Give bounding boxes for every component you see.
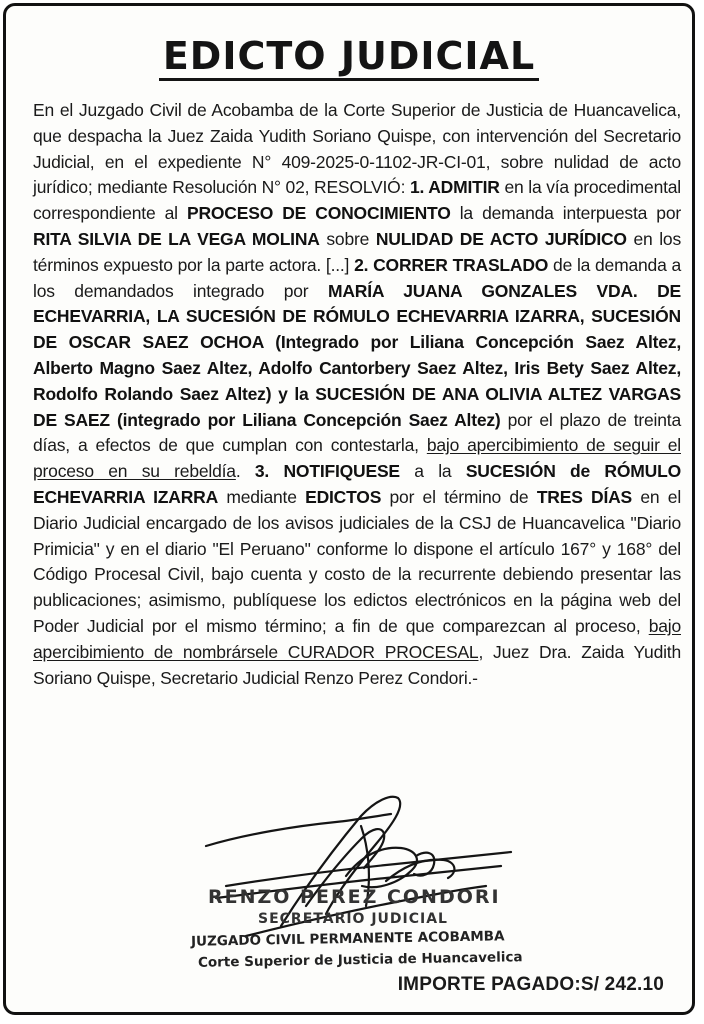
edict-frame xyxy=(3,3,695,1015)
bold-run: SUCESIÓN de RÓMULO ECHEVARRIA IZARRA xyxy=(33,461,682,507)
edict-body-text xyxy=(33,98,681,691)
text-run: de la demanda a los demandados integrado por xyxy=(33,254,681,301)
stamp-corte: Corte Superior de Justicia de Huancavelica xyxy=(197,949,523,971)
edict-title xyxy=(6,34,692,81)
stamp-court: JUZGADO CIVIL PERMANENTE ACOBAMBA xyxy=(190,928,505,950)
text-run: . xyxy=(235,461,255,482)
text-run: En el Juzgado Civil de Acobamba de la Corte Superior de Justicia de Huancavelica, que despacha la Juez Zaida Yudith Soriano Quispe, con intervención del Secretario Judicial, en el expediente N° 409-2025-0-1102-JR-CI-01, sobre nulidad de acto jurídico; mediante Resolución N° 02, RESOLVIÓ: xyxy=(33,100,681,198)
text-run: por el término de xyxy=(381,486,537,507)
stamp-role: SECRETARIO JUDICIAL xyxy=(258,911,448,927)
text-run: en el Diario Judicial encargado de los avisos judiciales de la CSJ de Huancavelica "Diario Primicia" y en el diario "El Peruano" conforme lo dispone el artículo 167° y 168° del Código Procesal Civil, bajo cuenta y costo de la recurrente debiendo presentar las publicaciones; asimismo, publíquese los edictos electrónicos en la página web del Poder Judicial por el mismo término; a fin de que comparezcan al proceso, xyxy=(33,486,682,636)
text-run: a la xyxy=(399,461,466,482)
signature-block xyxy=(186,786,526,976)
bold-run: EDICTOS xyxy=(305,486,382,507)
text-run: en los términos expuesto por la parte actora. [...] xyxy=(33,228,681,275)
bold-run: TRES DÍAS xyxy=(536,486,633,507)
underlined-run: bajo apercibimiento de nombrársele CURADOR PROCESAL xyxy=(33,615,681,662)
bold-run: MARÍA JUANA GONZALES VDA. DE ECHEVARRIA, LA SUCESIÓN DE RÓMULO ECHEVARRIA IZARRA, SUCESIÓN DE OSCAR SAEZ OCHOA (Integrado por Liliana Concepción Saez Altez, Alberto Magno Saez Altez, Adolfo Cantorbery Saez Altez, Iris Bety Saez Altez, Rodolfo Rolando Saez Altez) y la SUCESIÓN DE ANA OLIVIA ALTEZ VARGAS DE SAEZ (integrado por Liliana Concepción Saez Altez) xyxy=(33,280,681,430)
bold-run: PROCESO DE CONOCIMIENTO xyxy=(186,203,451,224)
edict-title-text: EDICTO JUDICIAL xyxy=(159,34,539,81)
importe-pagado: IMPORTE PAGADO:S/ 242.10 xyxy=(397,974,664,995)
bold-run: 3. NOTIFIQUESE xyxy=(254,461,400,482)
bold-run: RITA SILVIA DE LA VEGA MOLINA xyxy=(33,228,320,249)
underlined-run: bajo apercibimiento de seguir el proceso en su rebeldía xyxy=(33,435,681,482)
bold-run: NULIDAD DE ACTO JURÍDICO xyxy=(375,228,627,249)
stamp-name: RENZO PEREZ CONDORI xyxy=(208,886,501,908)
text-run: en la vía procedimental correspondiente al xyxy=(33,177,681,224)
bold-run: 1. ADMITIR xyxy=(409,177,500,198)
text-run: , Juez Dra. Zaida Yudith Soriano Quispe, Secretario Judicial Renzo Perez Condori.- xyxy=(33,641,682,688)
text-run: por el plazo de treinta días, a efectos de que cumplan con contestarla, xyxy=(33,409,681,456)
bold-run: 2. CORRER TRASLADO xyxy=(354,254,549,275)
text-run: sobre xyxy=(319,228,376,249)
text-run: mediante xyxy=(218,486,306,507)
text-run: la demanda interpuesta por xyxy=(450,203,681,224)
